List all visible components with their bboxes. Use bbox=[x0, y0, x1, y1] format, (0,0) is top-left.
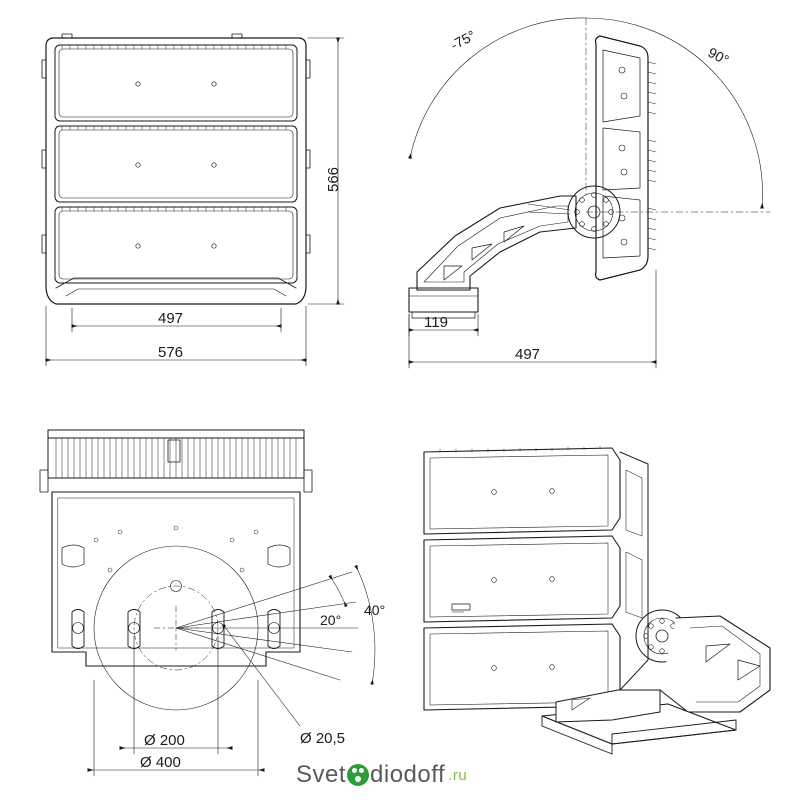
dim-hole-diameter: Ø 20,5 bbox=[300, 730, 346, 747]
angle-rotation-inner: 20° bbox=[320, 612, 342, 628]
dim-side-total-depth: 497 bbox=[515, 346, 541, 363]
front-view bbox=[42, 34, 344, 366]
top-view bbox=[40, 430, 375, 776]
led-lamp-icon bbox=[347, 764, 369, 786]
watermark-logo bbox=[296, 760, 512, 790]
angle-rotation-outer: 40° bbox=[364, 602, 386, 618]
angle-tilt-negative: -75° bbox=[447, 26, 479, 54]
logo-text-part2: diodoff bbox=[370, 761, 446, 788]
logo-tld: .ru bbox=[448, 766, 468, 784]
isometric-view bbox=[424, 446, 770, 754]
angle-tilt-positive: 90° bbox=[705, 43, 732, 69]
dim-bolt-circle-inner: Ø 200 bbox=[144, 732, 185, 749]
dim-bolt-circle-outer: Ø 400 bbox=[140, 754, 181, 771]
dim-front-width-inner: 497 bbox=[158, 310, 184, 327]
side-view bbox=[409, 18, 770, 368]
dim-front-height: 566 bbox=[325, 166, 342, 192]
dim-front-width-outer: 576 bbox=[158, 344, 184, 361]
dim-side-base-depth: 119 bbox=[424, 314, 448, 331]
logo-text-part1: Svet bbox=[296, 761, 347, 788]
